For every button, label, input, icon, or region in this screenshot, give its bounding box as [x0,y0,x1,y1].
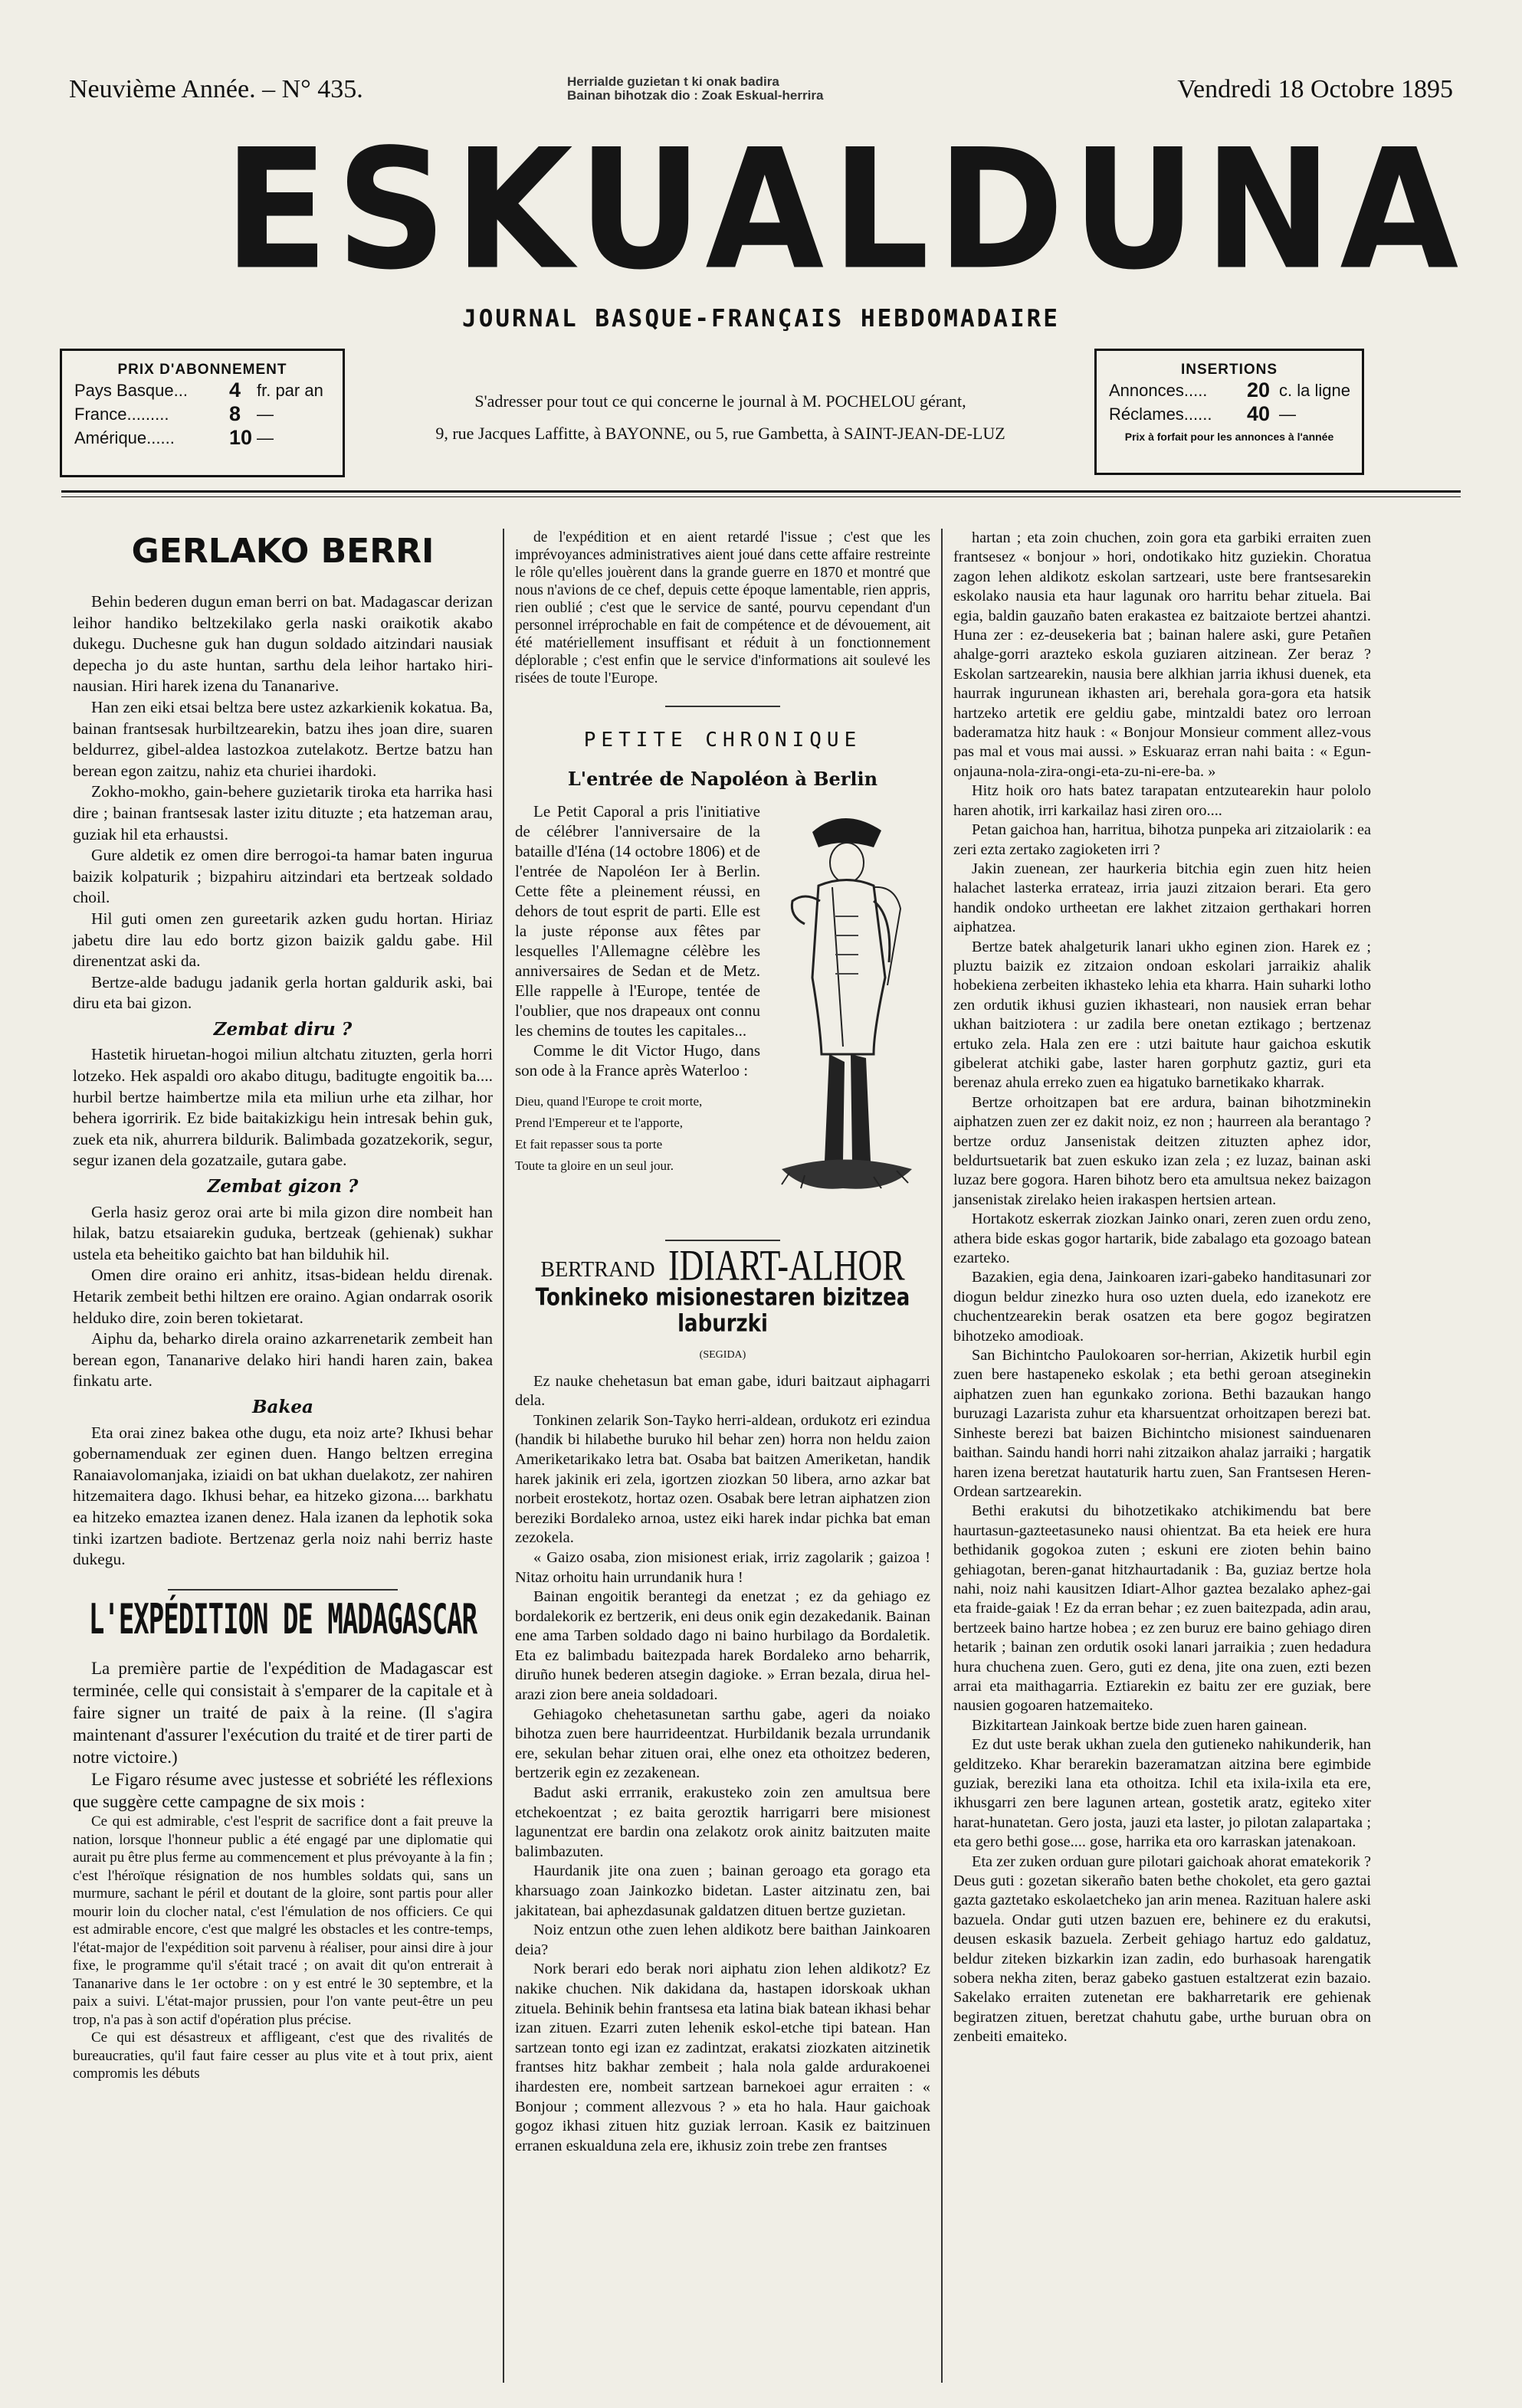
article-heading: GERLAKO BERRI [131,532,435,571]
motto-line-1: Herrialde guzietan t ki onak badira [567,74,779,89]
paragraph: de l'expédition et en aient retardé l'issue ; c'est que les imprévoyances administratives aient joué dans cette affaire restreinte le rôle qu'elles jouèrent dans la grande guerre en 1870 et montré que nous n'avions de ce chef, depuis cette époque lamentable, rien appris, rien oublié ; c'est que le service de santé, pourvu cependant d'un personnel irréprochable en fait de compétence et de dévouement, ait été matériellement insuffisant et réduit à un fonctionnement déplorable ; c'est enfin que le service d'informations ait soulevé les risées de toute l'Europe. [515,529,930,686]
verse-line: Dieu, quand l'Europe te croit morte, [515,1094,703,1109]
paragraph: Badut aski errranik, erakusteko zoin zen amultsua bere etchekoentzat ; ez baita geroztik harrigarri bere misionest lagunentzat ere bardin ona zelakotz orok ainitz baitzuten maite balimbazuten. [515,1784,930,1860]
paragraph: Gure aldetik ez omen dire berrogoi-ta hamar baten ingurua baizik kolpaturik ; bizpahiru aitzindari eta bertzeak soldado choil. [73,846,493,907]
issue-number: Neuvième Année. – N° 435. [69,75,363,103]
paragraph: Eta orai zinez bakea othe dugu, eta noiz arte? Ikhusi behar gobernamenduak zer eginen duen. Hango beltzen erregina Ranaiavolomanjaka, iziaidi on bat ukhan duelakotz, zer nahiren hitzemaitera dago. Ikhusi behar, ea hitzeko gizona.... barkhatu ea hitzeko emaztea izanen denez. Hala izanen da lephotik soka tinki izartzen badiote. Bertzenaz gerla noiz nahi berriz haste dukegu. [73,1423,493,1569]
section-subheading: Zembat diru ? [213,1018,353,1040]
row-unit: c. la ligne [1279,381,1350,400]
paragraph: Hortakotz eskerrak ziozkan Jainko onari, zeren zuen ordu zeno, athera bide eskas gogor hartarik, bide zabalago eta gozoago batean ezarteko. [953,1211,1371,1267]
row-price: 4 [229,378,241,401]
section-subheading: L'entrée de Napoléon à Berlin [567,767,878,790]
column-1 [73,529,493,2083]
row-label: Amérique...... [74,428,175,447]
article-title [515,1240,930,1290]
paragraph: Eta zer zuken orduan gure pilotari gaichoak ahorat ematekorik ? Deus guti : gozetan sikeraño baten bethe chokolet, eta gero gaztai gazta gaztetako eskolaetcheko jan arin menea. Razituan halere aski bazuela. Ondar guti utzen bazuen ere, behinere ez du erakutsi, deusen eskasik bazuela. Zerbeit gehiago hartuz edo galdatuz, beldur ziteken bizkarkin izan zadin, edo burhasoak harengatik sobera nekha ziten, beraz gabeko gastuen estaltzerat ezin bazaio. Sakelako erraiten zutenetan ere bakharretarik ere gehienak begiratzen zituen, beretzat chahutu gabe, urthe buruan obra on zenbeiti emaiteko. [953,1853,1371,2046]
header-rule [61,490,1461,493]
row-label: Annonces..... [1109,381,1208,400]
masthead-title: ESKUALDUNA [224,113,1467,307]
insertions-box [1094,349,1364,475]
paragraph: Noiz entzun othe zuen lehen aldikotz bere baithan Jainkoaren deia? [515,1921,930,1958]
paragraph: Bizkitartean Jainkoak bertze bide zuen haren gainean. [972,1716,1307,1734]
row-price: 20 [1247,378,1271,401]
continued-label: (SEGIDA) [699,1348,746,1361]
paragraph: Hil guti omen zen gureetarik azken gudu hortan. Hiriaz jabetu dire lau edo bortz gizon baizik galdu gabe. Hil direnentzat aski da. [73,909,493,971]
paragraph: Petan gaichoa han, harritua, bihotza punpeka ari zitzaiolarik : ea zeri ezta zertako zagioketen irri ? [953,821,1371,858]
divider [168,1589,398,1591]
section-subheading: Zembat gizon ? [207,1176,359,1197]
paragraph: Han zen eiki etsai beltza bere ustez azkarkienik kokatua. Ba, bainan frantsesak hurbiltzearekin, batzu ihes joan dire, suaren beldurrez, gibel-aldea lastozkoa zutelakotz. Bertze batzu han berean egon zaitzu, nahiz eta churiei ihardoki. [73,697,493,780]
row-label: Pays Basque... [74,381,188,400]
chronicle-text [515,801,760,1177]
motto-line-2: Bainan bihotzak dio : Zoak Eskual-herrira [567,88,824,103]
paragraph: La première partie de l'expédition de Madagascar est terminée, celle qui consistait à s'emparer de la capitale et à faire signer un traité de paix à la reine. (Il s'agira maintenant d'assurer l'exécution du traité et de tirer parti de notre victoire.) [73,1659,493,1768]
section-subheading: Bakea [252,1396,313,1417]
paragraph: « Gaizo osaba, zion misionest eriak, irriz zagolarik ; gaizoa ! Nitaz orhoitu hain urrundanik hura ! [515,1548,930,1586]
paragraph: Zokho-mokho, gain-behere guzietarik tiroka eta harrika hasi dire ; bainan frantsesak laster izitu dituzte ; eta hatzeman arau, guziak hil eta erhaustsi. [73,782,493,844]
divider [665,706,780,707]
paragraph: Le Figaro résume avec justesse et sobriété les réflexions que suggère cette campagne de six mois : [73,1770,493,1812]
paragraph: Ez nauke chehetasun bat eman gabe, iduri baitzaut aiphagarri dela. [515,1372,930,1410]
paragraph: Bazakien, egia dena, Jainkoaren izari-gabeko handitasunari zor diogun beldur zinezko hura oso uzten duela, edo izanekotz ere chuchentzearekin berak osatzen eta bere gogoz begiratzen bihotzeko amodioak. [953,1269,1371,1345]
row-price: 40 [1247,402,1271,425]
paragraph: Bertze batek ahalgeturik lanari ukho eginen zion. Harek ez ; pluztu baizik ez zitzaion ondoan eskolari jarraikiz ahalik hobekiena zerbeiten ikhasteko lehia eta kharra. Hain suharki lotho zen ordutik ikhusi guzien ikhasteari, non nausiek erran behar ukhan baitziotera : ur zadila bere onetan eztikago ; bertzenaz ertuko zela. Hala zen ere : utzi baitute haur gaichoa eskutik gibelerat atchiki gabe, laster haren gorphutz gaztiz, guri eta berenaz ahula erreko zuen ea higatuko barnetikako kharrak. [953,938,1371,1092]
column-divider [503,529,504,2383]
insertions-row [1097,402,1362,426]
paragraph: Tonkinen zelarik Son-Tayko herri-aldean, ordukotz eri ezindua (handik bi hilabethe buruko hil behar zen) horra non heldu zaion Ameriketarikako letra bat. Osaba bat baitzen Ameriketan, handik harek jakinik eri zela, igortzen ziozkan 50 libera, arno azkar bat norbeit erostekotz, hortaz ozen. Osabak bere letran aiphatzen zion bereziki Bordaleko arnoa, ustez eiki harek indar pichka bat eman zezokela. [515,1411,930,1547]
row-price: 10 [229,426,253,449]
paragraph: Hitz hoik oro hats batez tarapatan entzutearekin haur pololo haren ahotik, irri karkailaz hasi ziren oro.... [953,782,1371,819]
paragraph: Hastetik hiruetan-hogoi miliun altchatu zituzten, gerla horri lotzeko. Hek aspaldi oro akabo ditugu, baditugte engoitik ba.... hurbil bertze haimbertze mila eta miliun urhe eta zilhar, hor behera igorririk. Ez bide baitakizkigu hein intresak behin guk, zuek eta nik, ahurrera bildurik. Balimbada gozatzekorik, segur, segur izanen dela gozatzaile, gutara gabe. [73,1045,493,1170]
paragraph: Ce qui est admirable, c'est l'esprit de sacrifice dont a fait preuve la nation, lorsque l'honneur public a été engagé par une diplomatie qui aurait pu être plus ferme au commencement et plus prévoyante à la fin ; c'est l'héroïque résignation de nos humbles soldats qui, sans un murmure, sachant le péril et doutant de la gloire, sont partis pour aller mourir loin du clocher natal, c'est l'émulation de nos officiers. Ce qui est admirable encore, c'est que malgré les obstacles et les contre-temps, l'état-major de l'expédition soit parvenu à réaliser, pour ainsi dire à jour fixe, le programme qu'il s'était tracé ; on avait dit qu'on entrerait à Tananarive dans le 1er octobre : on y est entré le 30 septembre, et la paix a suivi. L'état-major prussien, pour l'on vante peut-être un peu trop, n'a pas à son actif d'opération plus précise. [73,1813,493,2028]
column-divider [941,529,943,2383]
insertions-row [1097,378,1362,402]
paragraph: Haurdanik jite ona zuen ; bainan geroago eta gorago eta kharsuago zoan Jainkozko bidetan. Laster aitzinatu zen, bai jakitatean, bai aphezdasunak galdatzen dituen bertze guzietan. [515,1863,930,1919]
column-3 [953,529,1371,2047]
address-line-2: 9, rue Jacques Laffitte, à BAYONNE, ou 5, rue Gambetta, à SAINT-JEAN-DE-LUZ [435,424,1005,443]
insertions-heading: INSERTIONS [1180,362,1278,378]
paragraph: Gerla hasiz geroz orai arte bi mila gizon dire nombeit han hilak, batzu etsaiarekin guduka, bertzeak (gehienak) sukhar ustela eta beheitiko gaichto bat han bilduhik hil. [73,1202,493,1263]
article-subtitle: Tonkineko misionestaren bizitzea laburzki [535,1283,910,1337]
row-label: France......... [74,405,169,424]
title-name: IDIART-ALHOR [668,1240,905,1290]
paragraph: Aiphu da, beharko direla oraino azkarrenetarik zembeit han berean egon, Tananarive delako hiri handi haren zain, bakea finkatu arte. [73,1329,493,1391]
napoleon-illustration [759,801,927,1230]
insertions-note: Prix à forfait pour les annonces à l'année [1124,431,1334,443]
column-2 [515,529,930,2156]
paragraph: Le Petit Caporal a pris l'initiative de célébrer l'anniversaire de la bataille d'Iéna (14 octobre 1806) et de l'entrée de Napoléon Ier à Berlin. Cette fête a pleinement réussi, en dehors de tout esprit de parti. Elle est la juste réponse aux fêtes par lesquelles l'Allemagne célèbre les anniversaires de Sedan et de Metz. Elle rappelle à l'Europe, tentée de l'oublier, que nos drapeaux ont connu les chemins de toutes les capitales... [515,802,760,1040]
subscription-heading: PRIX D'ABONNEMENT [117,362,287,378]
paragraph: Behin bederen dugun eman berri on bat. Madagascar derizan leihor handiko beltzekilako gerla naski oraikotik akabo dukegu. Duchesne guk han dugun soldado aitzindari nausiak depecha jo du aste huntan, sarthu dela leihor hartako hiri-nausian. Hiri harek izena du Tananarive. [73,592,493,696]
row-unit: — [257,428,274,447]
paragraph: Bethi erakutsi du bihotzetikako atchikimendu bat bere haurtasun-gazteetasuneko nausi ohientzat. Ba eta heiek ere hura bethidanik gogokoa zuten ; eskuni ere zioten behin baino gehiagotan, beren-ganat hitzhaurtadanik : Ba, guziaz bertze hola nahi, noiz nahi kausitzen Idiart-Alhor gaztea bezalako aphez-gai eta fraide-gaiak ! Ez da erran behar ; ez zuen baitezpada, adin arau, bertzeek baino hartze hobea ; ez zen buruz ere baino gehiago diren hetarik ; bainan zen ordutik osoki lanari jarraikia ; zuen hedadura hura chuchena zuen. Gero, guti ez dena, jite ona zuen, ezti bezen arrai eta maithagarria. Eztiarekin ez baitu zer ere guziak, bere nausien gogoaren hatzemaiteko. [953,1502,1371,1715]
paragraph: Bertze orhoitzapen bat ere ardura, bainan bihotzminekin aiphatzen zuen zer ez dakit noiz, ez non ; haurreen ala berantago ? bertze orduz Jansenistak deitzen zituzten aphez idor, beldurtsuetarik bat zuen eskuko izan zela ; ez luzaz, bainan aski luzaz bere gogora. Haren bihotz bero eta amultsua nekez baizagon jansenistak zirelako heien irakaspen hertsien artean. [953,1093,1371,1208]
motto [567,75,823,103]
article-heading: L'EXPÉDITION DE MADAGASCAR [88,1595,477,1645]
subscription-box [60,349,345,477]
paragraph: Ez dut uste berak ukhan zuela den gutieneko nahikunderik, han gelditzeko. Khar berarekin bazeramatzan aitzina bere egimbide guziak, bereziki lana eta othoitza. Ichil eta ixila-ixila eta ere, ikhusgarri zen bere lagunen artean, gostetik aratz, egiteko xiter harat-hunatetan. Gero josta, jauzi eta laster, jo pilotan zalapartaka ; eta gero bethi gose.... gose, harrika eta oro karraskan jatenakoan. [953,1736,1371,1851]
paragraph: Jakin zuenean, zer haurkeria bitchia egin zuen hitz heien halachet lasterka errateaz, irria jauzi zitzaion berari. Eta gero handik ondoko urtheetan ere lakhet zitzaion gerthakari horren aiphatzea. [953,860,1371,936]
paragraph: San Bichintcho Paulokoaren sor-herrian, Akizetik hurbil egin zuen bere hastapeneko eskolak ; eta bethi geroan atseginekin aiphatzen zuen han egunkako zoriona. Bethi bazaukan hango buruzagi Lazarista zuhur eta kharsuentzat orhoitzapen berezi bat. Sinheste berezi bat baizen Bichintcho misionest sainduenaren baithan. Saindu handi horri nahi zitzaikon ahalaz jarraiki ; hargatik haren izena beretzat hautaturik hartu zuen, San Frantsesen Heren-Ordean sartzearekin. [953,1347,1371,1500]
paragraph: hartan ; eta zoin chuchen, zoin gora eta garbiki erraiten zuen frantsesez « bonjour » hori, ondotikako hitz guziekin. Choratua zagon lehen aldikotz eskolan sartzeari, uste bere frantsesarekin eskolako nausia eta haur lagunak oro harritu behar zituela. Bai egia, baldin gauzaño baten erakastea ez baitzaiote bertzei ahantzi. Huna zer : ez-deusekeria bat ; bainan halere aski, gure Petañen ahalge-gorri arazteko eskola guziaren aitzinean. Zer beraz ? Eskolan sartzearekin, nausia bere alkhian jarria ikhusi duenek, eta haurrak ingurunean ikhasten ari, berehala gora-gora eta hatsik hartzeko artetik ere geldiu gabe, mintzaldi batez oro lerroan baderamatza hitz hauk : « Bonjour Monsieur comment allez-vous pas mal et vous mai aussi. » Eskuaraz erran nahi baita : « Egun-onjauna-nola-zira-ongi-eta-zu-ni-ere-ba. » [953,529,1371,780]
issue-date: Vendredi 18 Octobre 1895 [1177,75,1453,103]
header-rule-thin [61,496,1461,497]
subscription-row [62,402,343,426]
masthead-subtitle: JOURNAL BASQUE-FRANÇAIS HEBDOMADAIRE [462,305,1060,333]
row-unit: — [1279,405,1296,424]
article-heading: PETITE CHRONIQUE [583,729,862,752]
subscription-row [62,426,343,450]
verse-line: Et fait repasser sous ta porte [515,1137,663,1152]
paragraph: Nork berari edo berak nori aiphatu zion lehen aldikotz? Ez nakike chuchen. Nik dakidana da, hastapen idorskoak ukhan zituela. Behinik behin frantsesa eta latina biak batean ikhasi behar izan zituen. Ezarri zuten lehenik eskol-etche tipi batean. Han sartzean tonto egi izan ez zadintzat, erakatsi ziozkaten aitzinetik frantses hitz bakhar zembeit ; hala nola galde ardurakoenei ihardesten ere, nombeit sartzean barnekoei agur erraiten : « Bonjour ; comment allezvous ? » eta ho hala. Haur gaichoak gogoz ikhasi zituen hitz guziak lerroan. Kasik ez baitzinuen erranen eskualduna zela ere, ikhusiz zoin trebe zen frantses [515,1961,930,2154]
subscription-row [62,378,343,402]
address-block [360,385,1081,450]
paragraph: Comme le dit Victor Hugo, dans son ode à la France après Waterloo : [515,1041,760,1080]
row-unit: — [257,405,274,424]
top-line [69,75,1453,110]
row-label: Réclames...... [1109,405,1212,424]
paragraph: Bainan engoitik berantegi da enetzat ; ez da gehiago ez bordalekorik ez bertzerik, eni deus onik egin dezakedanik. Bainan ene ama Tarben soldado dago ni baino hurbilago da Bordaletik. Eta ez balimbadu baitezpada harek Bordaleko arno beharrik, diruño hunek bederen atsegin dagioke. » Erran bezala, dirua hel-arazi zion bere aneia soldadoari. [515,1588,930,1704]
chronicle-block [515,801,930,1230]
paragraph: Ce qui est désastreux et affligeant, c'est que des rivalités de bureaucraties, qu'il faut faire cesser au plus vite et à tout prix, aient compromis les débuts [73,2030,493,2082]
verse [515,1091,760,1177]
verse-line: Prend l'Empereur et te l'apporte, [515,1116,684,1131]
paragraph: Omen dire oraino eri anhitz, itsas-bidean heldu direnak. Hetarik zembeit bethi hiltzen ere oraino. Agian ondarrak osorik helduko dire, zoin beren tokietarat. [73,1266,493,1327]
title-prefix: BERTRAND [540,1258,655,1283]
paragraph: Gehiagoko chehetasunetan sarthu gabe, ageri da noiako bihotza zuen bere haurrideentzat. Hurbildanik bezala urrundanik ere, sekulan behar zituen orai, elhe onez eta othoitzez bederen, bertzerik egin ez zezakenean. [515,1705,930,1782]
verse-line: Toute ta gloire en un seul jour. [515,1158,674,1174]
paragraph: Bertze-alde badugu jadanik gerla hortan galdurik aski, bai diru eta bai gizon. [73,972,493,1013]
address-line-1: S'adresser pour tout ce qui concerne le journal à M. POCHELOU gérant, [474,392,966,411]
row-price: 8 [229,402,241,425]
row-unit: fr. par an [257,381,323,400]
